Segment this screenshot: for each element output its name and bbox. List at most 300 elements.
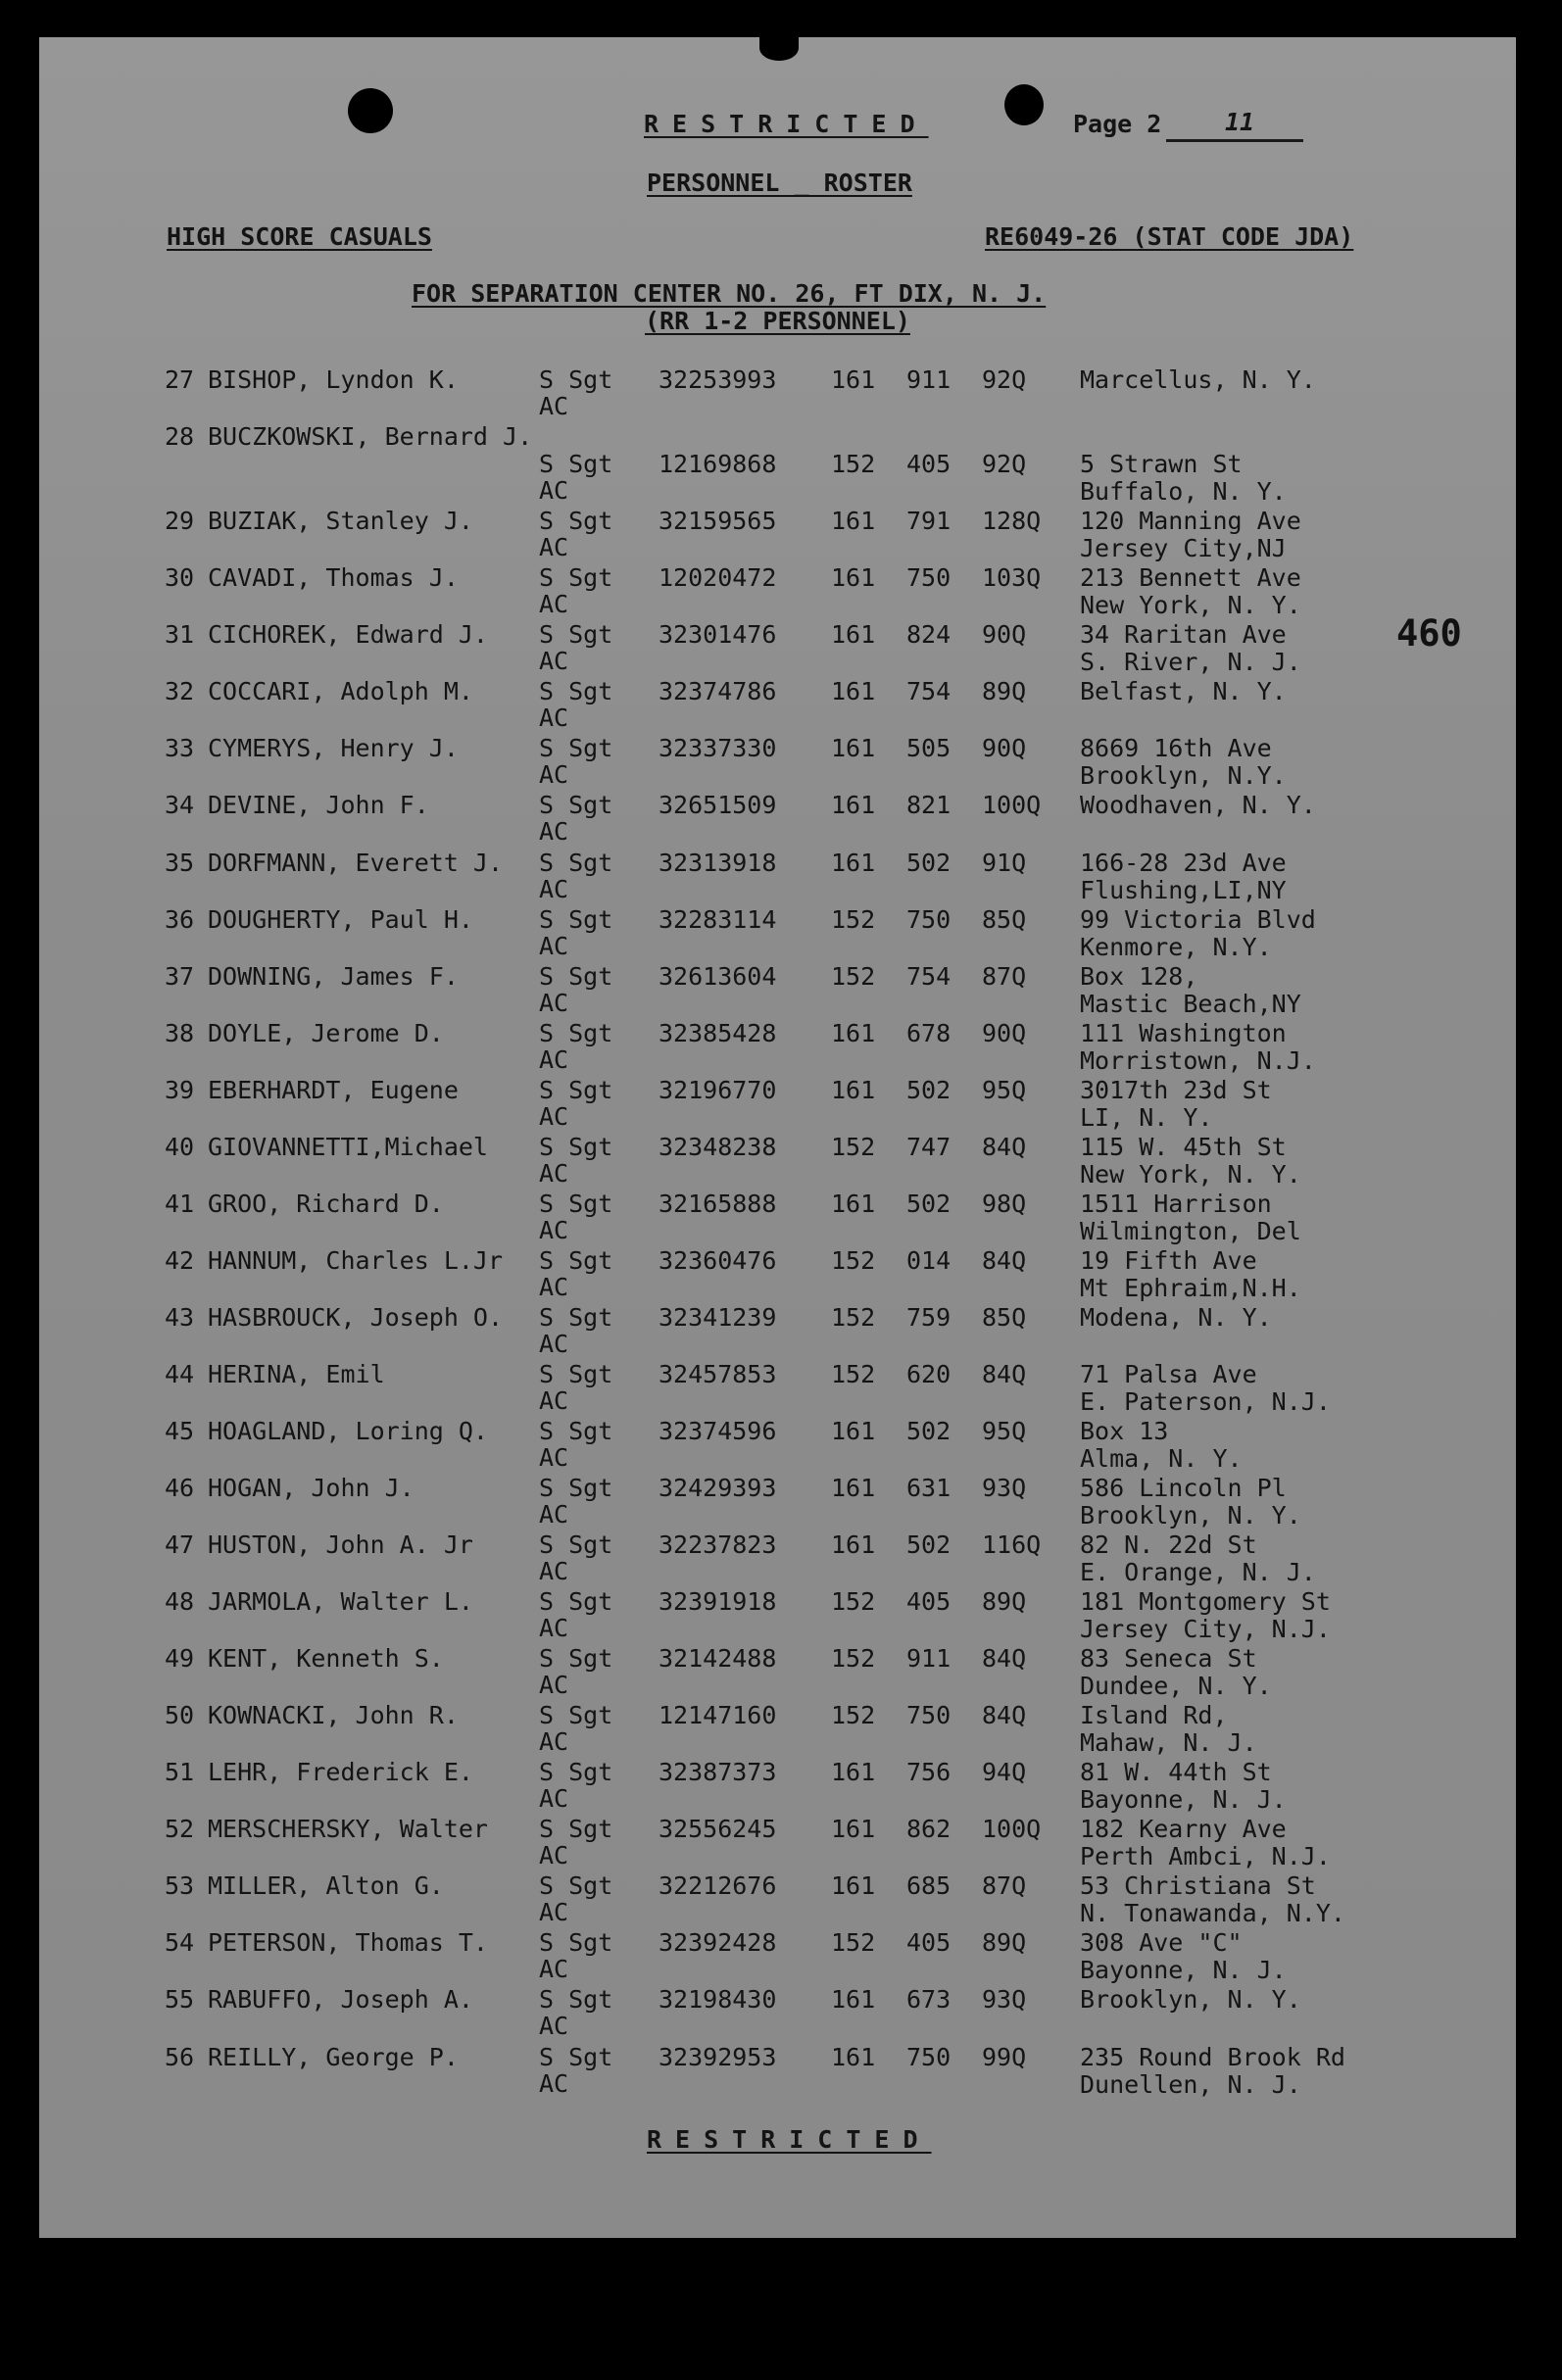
entry-grade: S Sgt (539, 1871, 613, 1900)
entry-branch: AC (539, 932, 569, 960)
entry-branch: AC (539, 1841, 569, 1870)
entry-address-line1: 182 Kearny Ave (1080, 1815, 1287, 1843)
entry-name: HOAGLAND, Loring Q. (208, 1417, 488, 1445)
page-number-handwritten: 11 (1225, 108, 1255, 136)
entry-serial: 32348238 (659, 1133, 777, 1161)
entry-number: 47 (165, 1530, 195, 1559)
entry-name: GROO, Richard D. (208, 1190, 444, 1218)
entry-grade: S Sgt (539, 1587, 613, 1616)
entry-mos: 673 (906, 1985, 952, 2014)
entry-score: 103Q (982, 563, 1042, 592)
entry-number: 43 (165, 1303, 195, 1332)
entry-branch: AC (539, 533, 569, 561)
entry-branch: AC (539, 476, 569, 505)
group-heading: HIGH SCORE CASUALS (167, 222, 432, 251)
entry-mos: 502 (906, 1417, 952, 1445)
entry-grade: S Sgt (539, 2043, 613, 2071)
entry-code: 152 (831, 1701, 876, 1729)
entry-serial: 12169868 (659, 450, 777, 478)
entry-score: 89Q (982, 677, 1027, 705)
entry-serial: 32198430 (659, 1985, 777, 2014)
entry-serial: 32385428 (659, 1019, 777, 1047)
entry-address-line1: 71 Palsa Ave (1080, 1360, 1257, 1388)
entry-serial: 32374786 (659, 677, 777, 705)
entry-name: KENT, Kenneth S. (208, 1644, 444, 1673)
personnel-type: (RR 1-2 PERSONNEL) (645, 307, 910, 335)
page-reference: Page 2 (1073, 110, 1162, 138)
entry-code: 161 (831, 563, 876, 592)
entry-name: DOWNING, James F. (208, 962, 459, 991)
entry-branch: AC (539, 1784, 569, 1813)
entry-address-line1: 83 Seneca St (1080, 1644, 1257, 1673)
entry-mos: 502 (906, 849, 952, 877)
entry-serial: 12020472 (659, 563, 777, 592)
entry-serial: 32337330 (659, 734, 777, 762)
entry-score: 93Q (982, 1474, 1027, 1502)
entry-address-line1: Marcellus, N. Y. (1080, 365, 1316, 394)
entry-grade: S Sgt (539, 791, 613, 819)
entry-name: HERINA, Emil (208, 1360, 385, 1388)
entry-name: KOWNACKI, John R. (208, 1701, 459, 1729)
entry-code: 161 (831, 620, 876, 649)
entry-name: DOUGHERTY, Paul H. (208, 905, 473, 934)
entry-grade: S Sgt (539, 1190, 613, 1218)
entry-serial: 32301476 (659, 620, 777, 649)
entry-address-line2: Mahaw, N. J. (1080, 1728, 1257, 1757)
entry-code: 161 (831, 849, 876, 877)
entry-score: 84Q (982, 1701, 1027, 1729)
entry-code: 161 (831, 1190, 876, 1218)
entry-number: 35 (165, 849, 195, 877)
entry-mos: 750 (906, 2043, 952, 2071)
entry-branch: AC (539, 1216, 569, 1244)
entry-score: 128Q (982, 507, 1042, 535)
entry-grade: S Sgt (539, 1928, 613, 1957)
entry-address-line2: E. Orange, N. J. (1080, 1558, 1316, 1586)
classification-bottom: RESTRICTED (647, 2125, 932, 2154)
entry-mos: 405 (906, 1928, 952, 1957)
entry-address-line2: Jersey City,NJ (1080, 534, 1287, 562)
entry-code: 152 (831, 1928, 876, 1957)
entry-score: 85Q (982, 1303, 1027, 1332)
entry-address-line2: Brooklyn, N. Y. (1080, 1501, 1301, 1530)
entry-address-line1: Box 13 (1080, 1417, 1169, 1445)
entry-code: 161 (831, 1758, 876, 1786)
entry-score: 91Q (982, 849, 1027, 877)
entry-grade: S Sgt (539, 734, 613, 762)
entry-score: 100Q (982, 1815, 1042, 1843)
entry-address-line2: Perth Ambci, N.J. (1080, 1842, 1331, 1870)
entry-address-line2: N. Tonawanda, N.Y. (1080, 1899, 1345, 1927)
entry-code: 161 (831, 1815, 876, 1843)
entry-serial: 32556245 (659, 1815, 777, 1843)
entry-address-line2: Flushing,LI,NY (1080, 876, 1287, 904)
entry-serial: 32651509 (659, 791, 777, 819)
entry-name: DORFMANN, Everett J. (208, 849, 504, 877)
entry-address-line1: 181 Montgomery St (1080, 1587, 1331, 1616)
entry-mos: 678 (906, 1019, 952, 1047)
entry-mos: 754 (906, 962, 952, 991)
entry-code: 152 (831, 1303, 876, 1332)
entry-branch: AC (539, 1500, 569, 1529)
entry-number: 41 (165, 1190, 195, 1218)
entry-number: 38 (165, 1019, 195, 1047)
entry-serial: 32313918 (659, 849, 777, 877)
entry-code: 152 (831, 1246, 876, 1275)
entry-address-line1: Woodhaven, N. Y. (1080, 791, 1316, 819)
entry-serial: 32360476 (659, 1246, 777, 1275)
entry-serial: 32429393 (659, 1474, 777, 1502)
entry-score: 89Q (982, 1587, 1027, 1616)
entry-serial: 32283114 (659, 905, 777, 934)
entry-branch: AC (539, 875, 569, 903)
entry-address-line2: E. Paterson, N.J. (1080, 1387, 1331, 1416)
entry-number: 45 (165, 1417, 195, 1445)
entry-mos: 502 (906, 1190, 952, 1218)
entry-serial: 32142488 (659, 1644, 777, 1673)
entry-mos: 862 (906, 1815, 952, 1843)
entry-grade: S Sgt (539, 1246, 613, 1275)
entry-score: 85Q (982, 905, 1027, 934)
entry-address-line1: Box 128, (1080, 962, 1198, 991)
entry-address-line2: New York, N. Y. (1080, 591, 1301, 619)
entry-code: 152 (831, 1360, 876, 1388)
entry-branch: AC (539, 1727, 569, 1756)
entry-branch: AC (539, 817, 569, 846)
entry-code: 152 (831, 962, 876, 991)
entry-number: 30 (165, 563, 195, 592)
entry-number: 29 (165, 507, 195, 535)
entry-branch: AC (539, 1102, 569, 1131)
entry-address-line2: Bayonne, N. J. (1080, 1785, 1287, 1814)
entry-address-line1: 1511 Harrison (1080, 1190, 1272, 1218)
entry-number: 51 (165, 1758, 195, 1786)
entry-serial: 32341239 (659, 1303, 777, 1332)
entry-mos: 791 (906, 507, 952, 535)
entry-serial: 32387373 (659, 1758, 777, 1786)
entry-mos: 620 (906, 1360, 952, 1388)
entry-grade: S Sgt (539, 450, 613, 478)
entry-number: 46 (165, 1474, 195, 1502)
entry-score: 98Q (982, 1190, 1027, 1218)
entry-score: 87Q (982, 1871, 1027, 1900)
side-stamp-number: 460 (1396, 612, 1462, 655)
entry-name: RABUFFO, Joseph A. (208, 1985, 473, 2014)
entry-score: 100Q (982, 791, 1042, 819)
entry-mos: 824 (906, 620, 952, 649)
entry-code: 152 (831, 1644, 876, 1673)
entry-code: 161 (831, 1474, 876, 1502)
entry-serial: 12147160 (659, 1701, 777, 1729)
entry-branch: AC (539, 1614, 569, 1642)
entry-address-line1: Belfast, N. Y. (1080, 677, 1287, 705)
entry-grade: S Sgt (539, 365, 613, 394)
entry-code: 161 (831, 1076, 876, 1104)
entry-branch: AC (539, 989, 569, 1017)
entry-number: 27 (165, 365, 195, 394)
page-underline (1166, 139, 1303, 142)
entry-score: 84Q (982, 1644, 1027, 1673)
entry-address-line1: 111 Washington (1080, 1019, 1287, 1047)
entry-name: REILLY, George P. (208, 2043, 459, 2071)
entry-mos: 911 (906, 1644, 952, 1673)
entry-number: 34 (165, 791, 195, 819)
entry-branch: AC (539, 1159, 569, 1188)
entry-score: 84Q (982, 1133, 1027, 1161)
entry-address-line1: 82 N. 22d St (1080, 1530, 1257, 1559)
classification-top: RESTRICTED (644, 110, 929, 138)
entry-address-line1: 3017th 23d St (1080, 1076, 1272, 1104)
entry-serial: 32613604 (659, 962, 777, 991)
entry-number: 39 (165, 1076, 195, 1104)
entry-branch: AC (539, 2069, 569, 2098)
entry-score: 92Q (982, 450, 1027, 478)
entry-name: GIOVANNETTI,Michael (208, 1133, 488, 1161)
entry-address-line2: Dunellen, N. J. (1080, 2070, 1301, 2099)
entry-mos: 759 (906, 1303, 952, 1332)
entry-score: 84Q (982, 1360, 1027, 1388)
entry-branch: AC (539, 1330, 569, 1358)
entry-score: 89Q (982, 1928, 1027, 1957)
entry-code: 152 (831, 905, 876, 934)
entry-branch: AC (539, 704, 569, 732)
entry-grade: S Sgt (539, 962, 613, 991)
entry-serial: 32392428 (659, 1928, 777, 1957)
destination-heading: FOR SEPARATION CENTER NO. 26, FT DIX, N. J. (412, 279, 1047, 308)
entry-grade: S Sgt (539, 507, 613, 535)
entry-serial: 32237823 (659, 1530, 777, 1559)
entry-name: COCCARI, Adolph M. (208, 677, 473, 705)
document-title: PERSONNEL _ ROSTER (647, 169, 912, 197)
document-page (39, 37, 1516, 2238)
entry-address-line1: 8669 16th Ave (1080, 734, 1272, 762)
entry-name: HOGAN, John J. (208, 1474, 415, 1502)
entry-branch: AC (539, 1045, 569, 1074)
entry-address-line1: 99 Victoria Blvd (1080, 905, 1316, 934)
entry-branch: AC (539, 1443, 569, 1472)
entry-code: 161 (831, 2043, 876, 2071)
entry-name: JARMOLA, Walter L. (208, 1587, 473, 1616)
entry-grade: S Sgt (539, 1758, 613, 1786)
entry-mos: 754 (906, 677, 952, 705)
entry-code: 161 (831, 1985, 876, 2014)
entry-number: 37 (165, 962, 195, 991)
entry-name: BUCZKOWSKI, Bernard J. (208, 422, 533, 451)
entry-address-line1: 34 Raritan Ave (1080, 620, 1287, 649)
entry-address-line1: Island Rd, (1080, 1701, 1228, 1729)
entry-address-line2: Buffalo, N. Y. (1080, 477, 1287, 506)
entry-address-line2: Dundee, N. Y. (1080, 1672, 1272, 1700)
entry-grade: S Sgt (539, 1076, 613, 1104)
entry-name: PETERSON, Thomas T. (208, 1928, 488, 1957)
entry-serial: 32374596 (659, 1417, 777, 1445)
entry-score: 87Q (982, 962, 1027, 991)
entry-number: 54 (165, 1928, 195, 1957)
entry-grade: S Sgt (539, 849, 613, 877)
entry-address-line1: 5 Strawn St (1080, 450, 1243, 478)
entry-score: 95Q (982, 1076, 1027, 1104)
entry-mos: 756 (906, 1758, 952, 1786)
entry-score: 84Q (982, 1246, 1027, 1275)
entry-number: 36 (165, 905, 195, 934)
entry-mos: 747 (906, 1133, 952, 1161)
entry-name: DOYLE, Jerome D. (208, 1019, 444, 1047)
entry-branch: AC (539, 647, 569, 675)
entry-number: 49 (165, 1644, 195, 1673)
entry-number: 56 (165, 2043, 195, 2071)
entry-mos: 911 (906, 365, 952, 394)
entry-name: DEVINE, John F. (208, 791, 429, 819)
punch-hole-left (348, 88, 393, 133)
entry-number: 40 (165, 1133, 195, 1161)
entry-number: 55 (165, 1985, 195, 2014)
entry-number: 50 (165, 1701, 195, 1729)
entry-score: 99Q (982, 2043, 1027, 2071)
entry-grade: S Sgt (539, 1985, 613, 2014)
entry-address-line1: 81 W. 44th St (1080, 1758, 1272, 1786)
entry-address-line1: 586 Lincoln Pl (1080, 1474, 1287, 1502)
entry-grade: S Sgt (539, 905, 613, 934)
entry-branch: AC (539, 1898, 569, 1926)
entry-grade: S Sgt (539, 1644, 613, 1673)
entry-serial: 32392953 (659, 2043, 777, 2071)
entry-address-line1: 213 Bennett Ave (1080, 563, 1301, 592)
entry-grade: S Sgt (539, 677, 613, 705)
entry-address-line2: Mt Ephraim,N.H. (1080, 1274, 1301, 1302)
entry-address-line1: 19 Fifth Ave (1080, 1246, 1257, 1275)
entry-branch: AC (539, 392, 569, 420)
entry-mos: 014 (906, 1246, 952, 1275)
entry-name: MERSCHERSKY, Walter (208, 1815, 488, 1843)
entry-address-line1: 235 Round Brook Rd (1080, 2043, 1345, 2071)
entry-name: CYMERYS, Henry J. (208, 734, 459, 762)
entry-number: 28 (165, 422, 195, 451)
entry-serial: 32212676 (659, 1871, 777, 1900)
entry-mos: 750 (906, 1701, 952, 1729)
entry-mos: 750 (906, 563, 952, 592)
entry-address-line1: 166-28 23d Ave (1080, 849, 1287, 877)
entry-mos: 821 (906, 791, 952, 819)
entry-address-line1: 115 W. 45th St (1080, 1133, 1287, 1161)
entry-name: MILLER, Alton G. (208, 1871, 444, 1900)
entry-code: 161 (831, 677, 876, 705)
entry-serial: 32159565 (659, 507, 777, 535)
entry-address-line1: Modena, N. Y. (1080, 1303, 1272, 1332)
entry-score: 93Q (982, 1985, 1027, 2014)
entry-code: 161 (831, 734, 876, 762)
entry-grade: S Sgt (539, 1530, 613, 1559)
entry-address-line1: 53 Christiana St (1080, 1871, 1316, 1900)
entry-grade: S Sgt (539, 1701, 613, 1729)
entry-score: 92Q (982, 365, 1027, 394)
entry-number: 53 (165, 1871, 195, 1900)
entry-serial: 32165888 (659, 1190, 777, 1218)
entry-address-line2: New York, N. Y. (1080, 1160, 1301, 1189)
entry-code: 152 (831, 1587, 876, 1616)
entry-grade: S Sgt (539, 1303, 613, 1332)
entry-branch: AC (539, 1671, 569, 1699)
entry-branch: AC (539, 1955, 569, 1983)
entry-number: 48 (165, 1587, 195, 1616)
entry-name: HUSTON, John A. Jr (208, 1530, 473, 1559)
entry-score: 116Q (982, 1530, 1042, 1559)
paper-tear-top (759, 35, 799, 61)
entry-name: BUZIAK, Stanley J. (208, 507, 473, 535)
entry-code: 161 (831, 1530, 876, 1559)
entry-name: CICHOREK, Edward J. (208, 620, 488, 649)
entry-mos: 750 (906, 905, 952, 934)
entry-mos: 631 (906, 1474, 952, 1502)
entry-address-line2: Jersey City, N.J. (1080, 1615, 1331, 1643)
entry-name: EBERHARDT, Eugene (208, 1076, 459, 1104)
entry-serial: 32391918 (659, 1587, 777, 1616)
entry-branch: AC (539, 2012, 569, 2040)
entry-mos: 502 (906, 1530, 952, 1559)
entry-branch: AC (539, 1273, 569, 1301)
entry-score: 95Q (982, 1417, 1027, 1445)
entry-address-line2: Wilmington, Del (1080, 1217, 1301, 1245)
entry-serial: 32196770 (659, 1076, 777, 1104)
entry-mos: 502 (906, 1076, 952, 1104)
entry-address-line2: Alma, N. Y. (1080, 1444, 1243, 1473)
entry-address-line2: Bayonne, N. J. (1080, 1956, 1287, 1984)
entry-grade: S Sgt (539, 1019, 613, 1047)
entry-name: HANNUM, Charles L.Jr (208, 1246, 504, 1275)
entry-serial: 32457853 (659, 1360, 777, 1388)
entry-code: 161 (831, 1019, 876, 1047)
entry-code: 161 (831, 507, 876, 535)
entry-branch: AC (539, 590, 569, 618)
entry-mos: 405 (906, 1587, 952, 1616)
entry-address-line1: 120 Manning Ave (1080, 507, 1301, 535)
entry-mos: 685 (906, 1871, 952, 1900)
entry-score: 90Q (982, 620, 1027, 649)
entry-grade: S Sgt (539, 563, 613, 592)
entry-grade: S Sgt (539, 1133, 613, 1161)
entry-number: 31 (165, 620, 195, 649)
entry-grade: S Sgt (539, 620, 613, 649)
entry-address-line2: S. River, N. J. (1080, 648, 1301, 676)
entry-code: 161 (831, 1417, 876, 1445)
entry-address-line1: Brooklyn, N. Y. (1080, 1985, 1301, 2014)
entry-address-line2: Morristown, N.J. (1080, 1046, 1316, 1075)
entry-code: 161 (831, 1871, 876, 1900)
entry-score: 94Q (982, 1758, 1027, 1786)
entry-address-line1: 308 Ave "C" (1080, 1928, 1243, 1957)
entry-grade: S Sgt (539, 1417, 613, 1445)
entry-grade: S Sgt (539, 1474, 613, 1502)
entry-code: 161 (831, 791, 876, 819)
entry-branch: AC (539, 1557, 569, 1585)
entry-number: 52 (165, 1815, 195, 1843)
entry-code: 152 (831, 1133, 876, 1161)
entry-name: LEHR, Frederick E. (208, 1758, 473, 1786)
entry-number: 44 (165, 1360, 195, 1388)
entry-grade: S Sgt (539, 1815, 613, 1843)
entry-score: 90Q (982, 1019, 1027, 1047)
entry-serial: 32253993 (659, 365, 777, 394)
entry-mos: 505 (906, 734, 952, 762)
entry-address-line2: Mastic Beach,NY (1080, 990, 1301, 1018)
entry-address-line2: Brooklyn, N.Y. (1080, 761, 1287, 790)
order-reference: RE6049-26 (STAT CODE JDA) (985, 222, 1354, 251)
entry-name: BISHOP, Lyndon K. (208, 365, 459, 394)
punch-hole-right (1004, 84, 1044, 125)
entry-mos: 405 (906, 450, 952, 478)
entry-address-line2: Kenmore, N.Y. (1080, 933, 1272, 961)
entry-score: 90Q (982, 734, 1027, 762)
entry-name: HASBROUCK, Joseph O. (208, 1303, 504, 1332)
